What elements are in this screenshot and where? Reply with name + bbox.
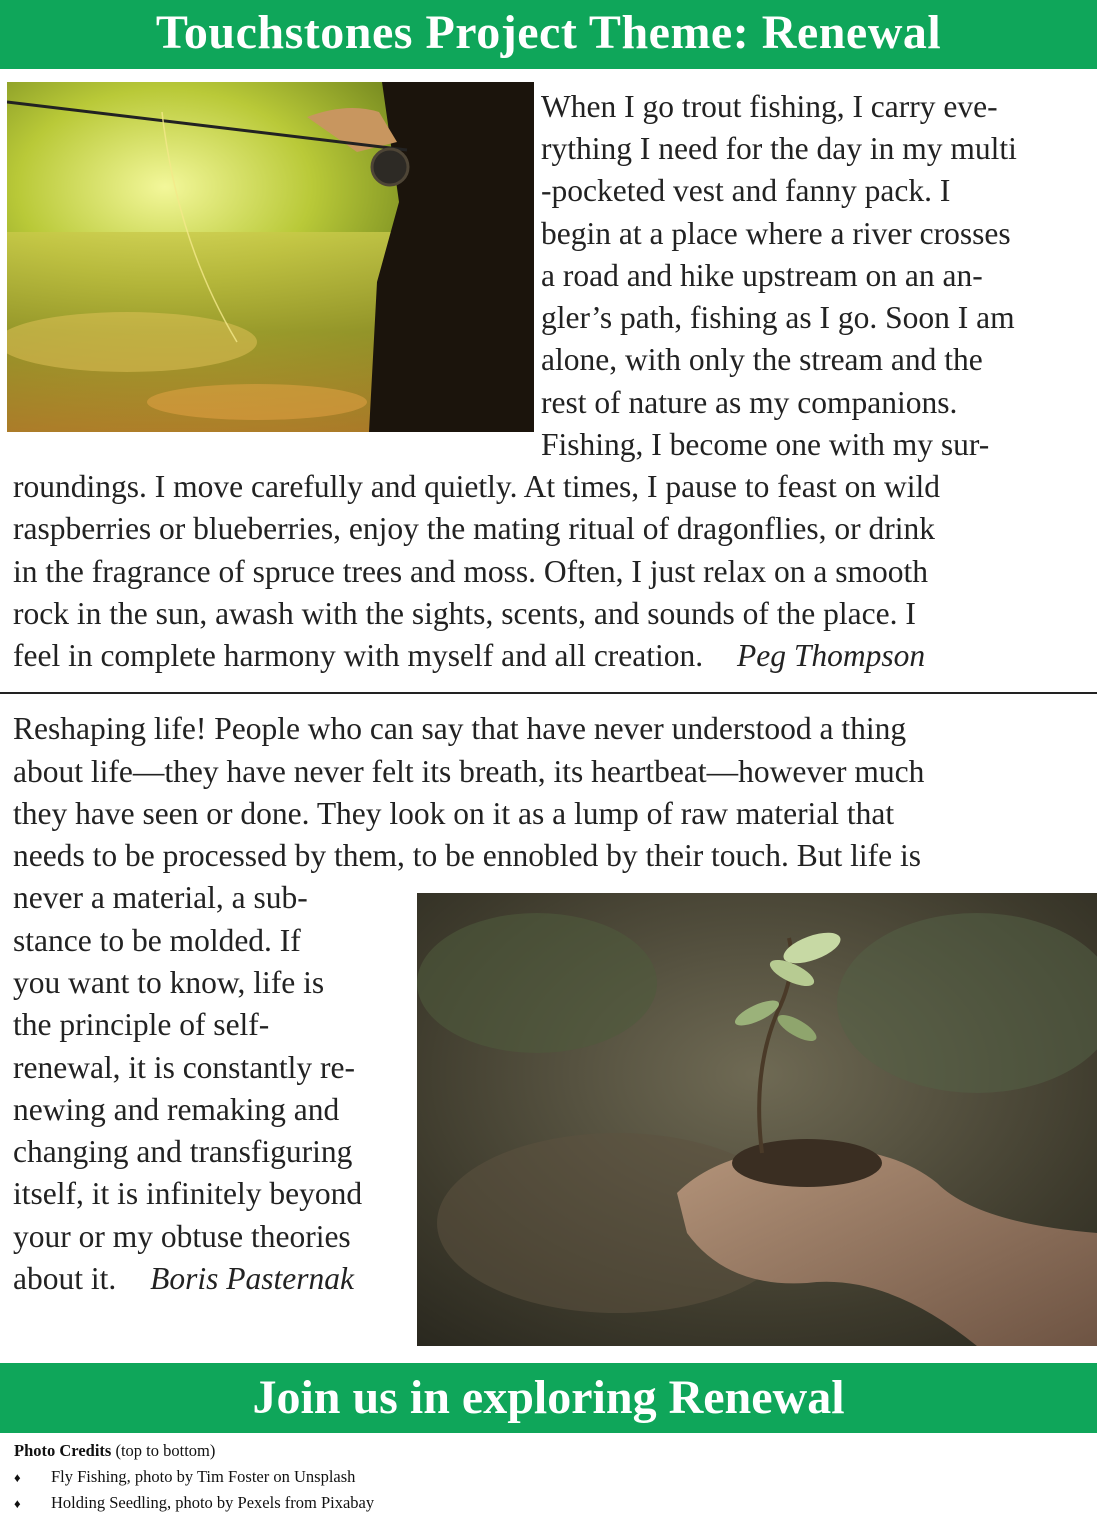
quote-text-line: newing and remaking and <box>13 1092 340 1127</box>
credits-heading: Photo Credits <box>14 1441 112 1460</box>
quote-text-line: you want to know, life is <box>13 965 325 1000</box>
quote-text-line: rock in the sun, awash with the sights, scents, and sounds of the place. I <box>13 596 916 631</box>
divider <box>0 692 1097 694</box>
quote-text-last: feel in complete harmony with myself and all creation. <box>13 638 704 673</box>
footer-banner: Join us in exploring Renewal <box>0 1363 1097 1433</box>
quote-text-line: stance to be molded. If <box>13 923 301 958</box>
quote-text-line: a road and hike upstream on an an- <box>541 258 983 293</box>
credits-note: (top to bottom) <box>111 1441 216 1460</box>
quote-text-line: alone, with only the stream and the <box>541 342 983 377</box>
quote-text-line: needs to be processed by them, to be ennobled by their touch. But life is <box>13 838 922 873</box>
quote-text-line: your or my obtuse theories <box>13 1219 351 1254</box>
quote-text-line: they have seen or done. They look on it as a lump of raw material that <box>13 796 895 831</box>
credit-text: Fly Fishing, photo by Tim Foster on Unsplash <box>51 1467 356 1486</box>
quote-text-line: about life—they have never felt its breath, its heartbeat—however much <box>13 754 925 789</box>
fly-fishing-photo <box>7 82 534 432</box>
credit-text: Holding Seedling, photo by Pexels from Pixabay <box>51 1493 375 1512</box>
diamond-bullet-icon: ♦ <box>14 1470 21 1485</box>
quote-text-line: rything I need for the day in my multi <box>541 131 1017 166</box>
quote-text-line: renewal, it is constantly re- <box>13 1050 356 1085</box>
diamond-bullet-icon: ♦ <box>14 1496 21 1511</box>
quote-text-line: -pocketed vest and fanny pack. I <box>541 173 951 208</box>
quote-text-line: in the fragrance of spruce trees and moss. Often, I just relax on a smooth <box>13 554 928 589</box>
quote-author: Boris Pasternak <box>150 1261 354 1296</box>
quote-text-line <box>13 640 925 672</box>
quote-text-line: itself, it is infinitely beyond <box>13 1176 363 1211</box>
quote-text-line: Reshaping life! People who can say that have never understood a thing <box>13 711 907 746</box>
quote-text-line: When I go trout fishing, I carry eve- <box>541 89 998 124</box>
quote-text-line <box>13 1263 354 1295</box>
photo-credits <box>14 1441 375 1512</box>
credit-item <box>14 1467 355 1487</box>
page-title: Touchstones Project Theme: Renewal <box>0 0 1097 69</box>
quote-text-line: never a material, a sub- <box>13 880 308 915</box>
quote-text-line: begin at a place where a river crosses <box>541 216 1011 251</box>
quote-text-line: raspberries or blueberries, enjoy the mating ritual of dragonflies, or drink <box>13 511 935 546</box>
credit-item <box>14 1493 374 1513</box>
holding-seedling-photo <box>417 893 1097 1346</box>
quote-text-line: rest of nature as my companions. <box>541 385 958 420</box>
quote-text-line: gler’s path, fishing as I go. Soon I am <box>541 300 1015 335</box>
quote-text-line: roundings. I move carefully and quietly. At times, I pause to feast on wild <box>13 469 941 504</box>
quote-text-line: Fishing, I become one with my sur- <box>541 427 990 462</box>
quote-text-line: changing and transfiguring <box>13 1134 353 1169</box>
quote-author: Peg Thompson <box>737 638 926 673</box>
quote-text-last: about it. <box>13 1261 117 1296</box>
quote-text-line: the principle of self- <box>13 1007 270 1042</box>
